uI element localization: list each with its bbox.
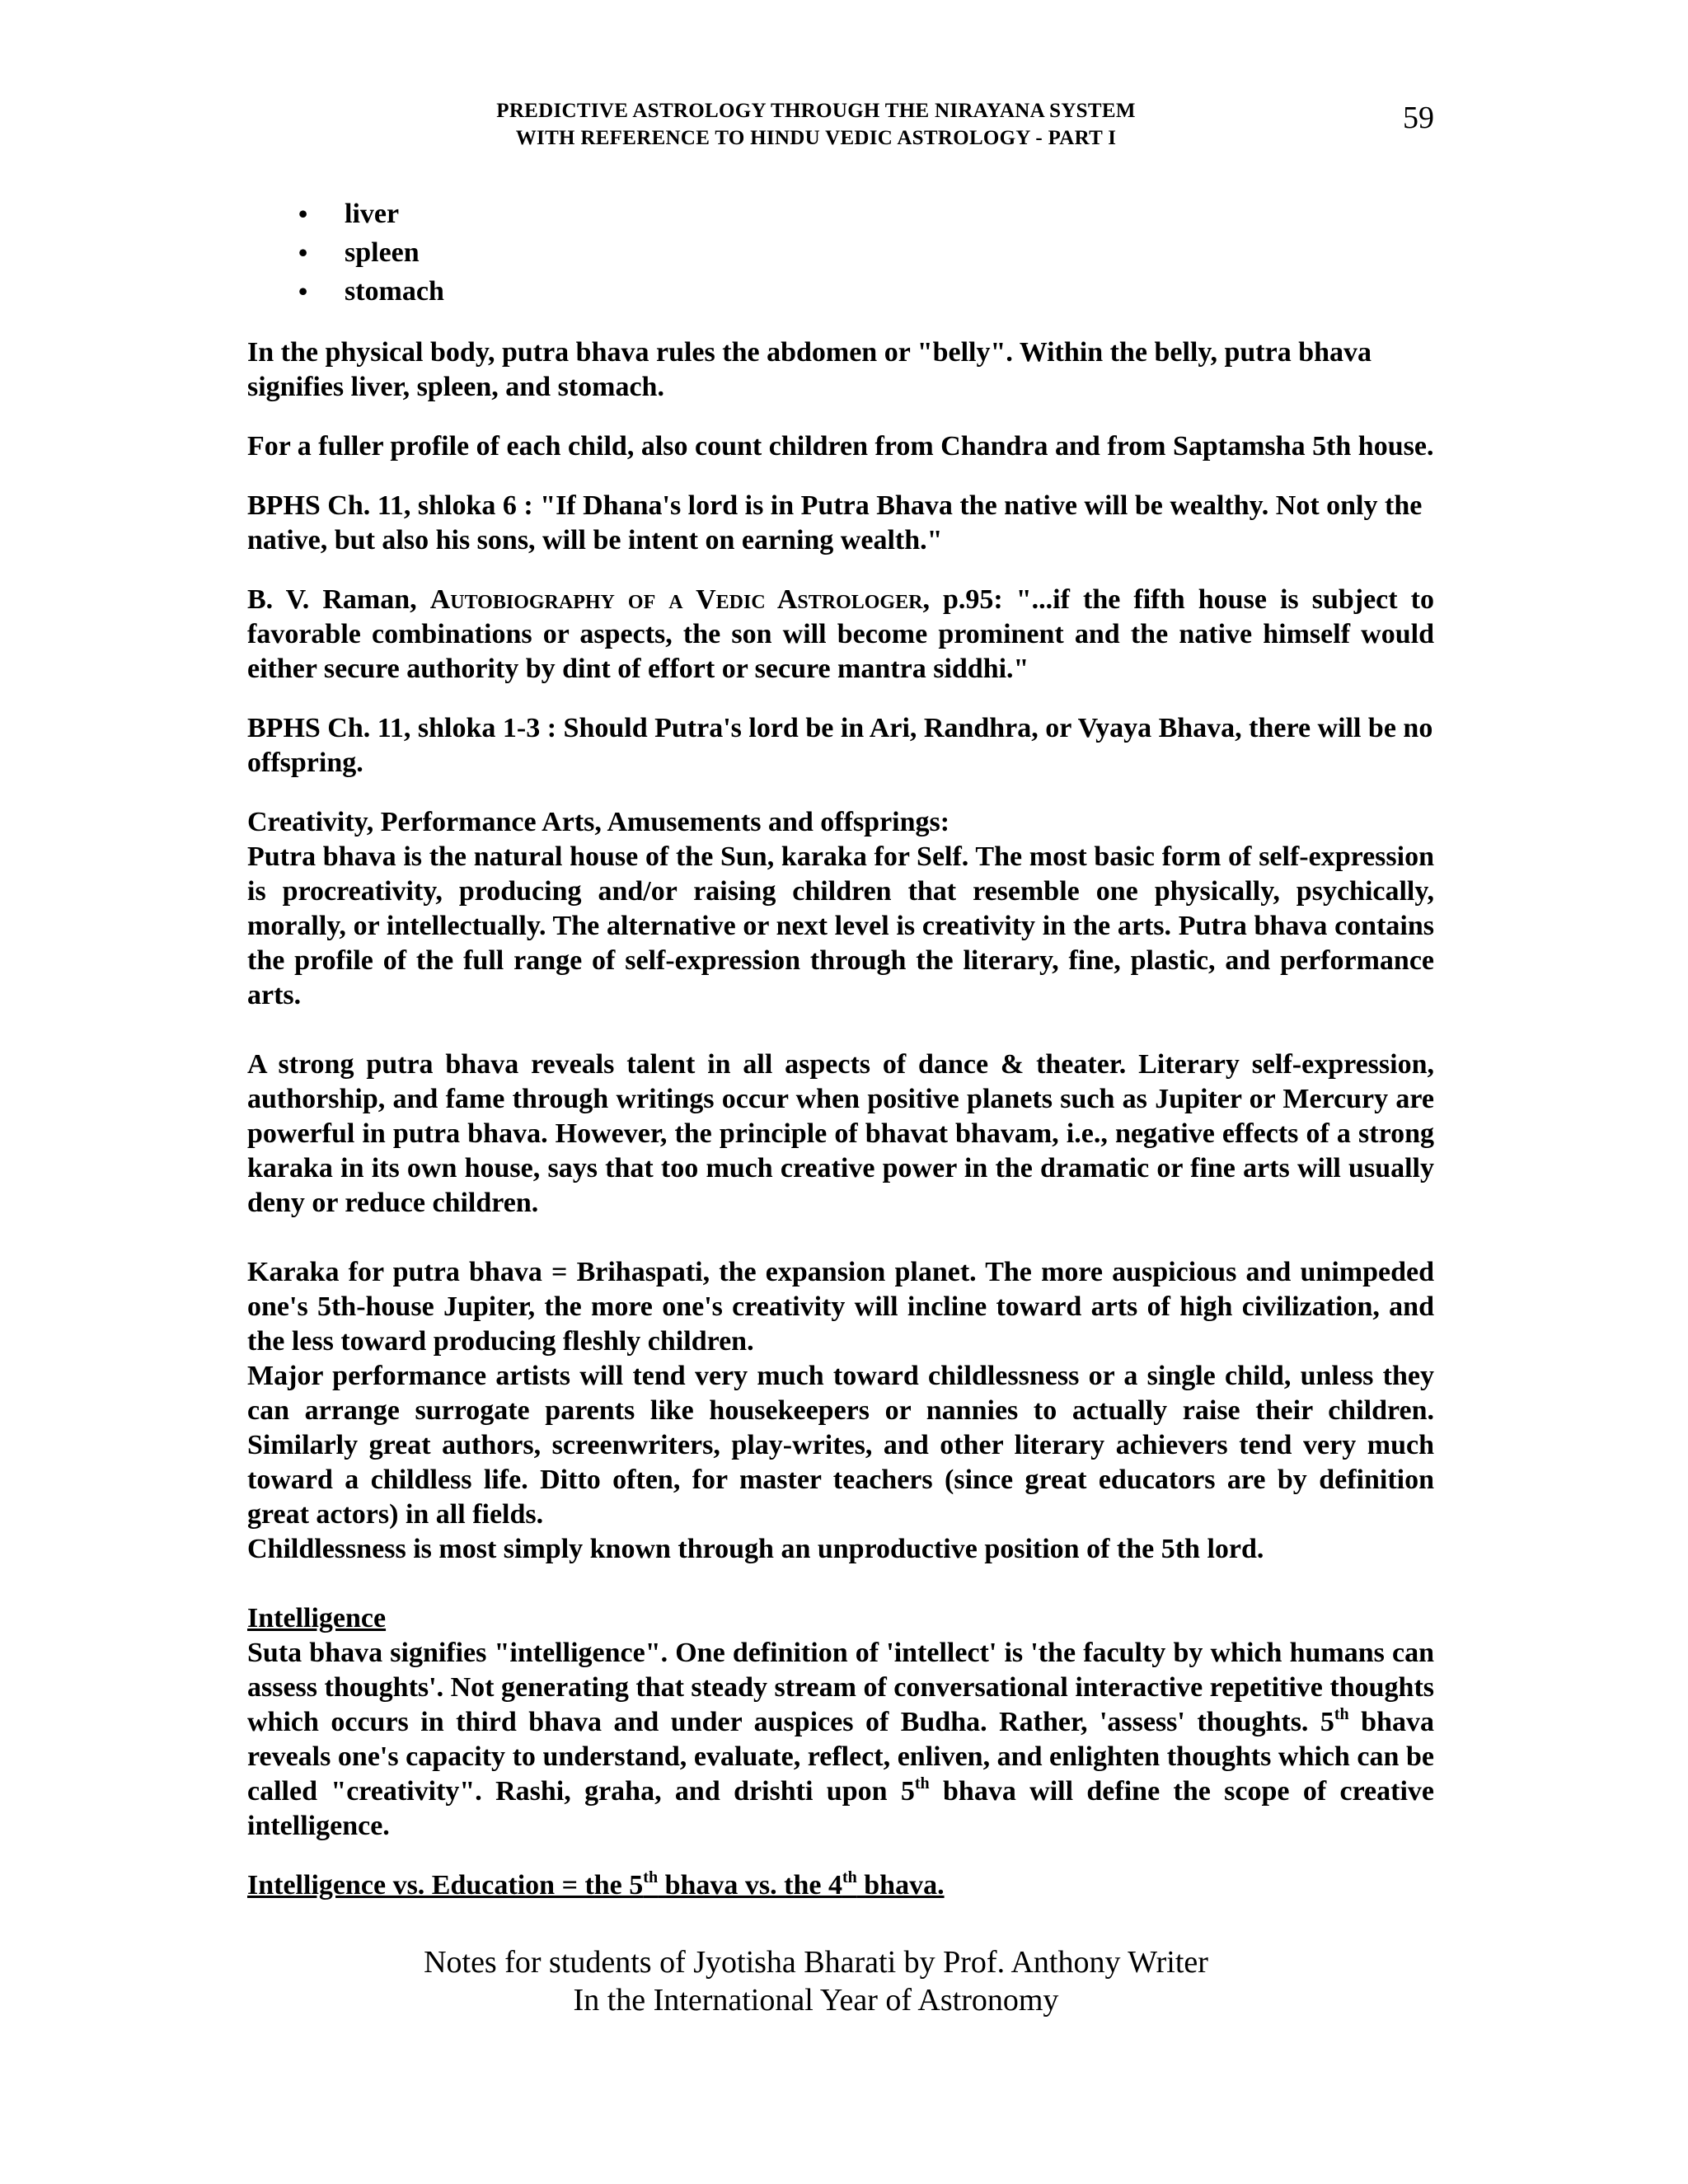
section-heading-intelligence: Intelligence [247, 1603, 387, 1633]
paragraph-performance-artists: Major performance artists will tend very much toward childlessness or a single child, unless they can arrange surrogate parents like housekeepers or nannies to actually raise their children. Similarly great authors, screenwriters, play-writes, and other literary achievers tend very much toward a childless life. Ditto often, for master teachers (since great educators are by definition great actors) in all fields. [247, 1361, 1434, 1530]
ordinal-suffix: th [914, 1774, 930, 1793]
running-header [330, 97, 1302, 152]
paragraph-physical-body: In the physical body, putra bhava rules the abdomen or "belly". Within the belly, putra bhava signifies liver, spleen, and stomach. [247, 337, 1372, 402]
list-item: • liver [298, 194, 1434, 233]
section-heading-creativity: Creativity, Performance Arts, Amusements and offsprings: [247, 807, 950, 837]
paragraph-fuller-profile: For a fuller profile of each child, also count children from Chandra and from Saptamsha 5th house. [247, 431, 1434, 462]
raman-author: B. V. Raman, [247, 584, 430, 615]
paragraph-bphs-shloka-1-3: BPHS Ch. 11, shloka 1-3 : Should Putra's lord be in Ari, Randhra, or Vyaya Bhava, there will be no offspring. [247, 713, 1433, 778]
heading-text-part-2: bhava vs. the 4 [658, 1870, 842, 1900]
raman-book-title: Autobiography of a Vedic Astrologer [429, 584, 923, 615]
footer-line-1: Notes for students of Jyotisha Bharati by Prof. Anthony Writer [424, 1945, 1208, 1980]
raman-quote-text: , p.95: "...if the fifth house is subject to favorable combinations or aspects, the son will become prominent and the native himself would either secure authority by dint of effort or secure mantra siddhi." [247, 584, 1434, 684]
running-header-line-1: PREDICTIVE ASTROLOGY THROUGH THE NIRAYANA SYSTEM [496, 100, 1136, 122]
suta-text-part-3: bhava will define the scope of creative intelligence. [247, 1776, 1434, 1841]
paragraph-childlessness: Childlessness is most simply known through an unproductive position of the 5th lord. [247, 1534, 1264, 1564]
ordinal-suffix: th [1334, 1705, 1349, 1723]
section-heading-intelligence-vs-education [247, 1868, 1434, 1903]
paragraph-bphs-shloka-6: BPHS Ch. 11, shloka 6 : "If Dhana's lord is in Putra Bhava the native will be wealthy. Not only the native, but also his sons, will be intent on earning wealth." [247, 490, 1423, 555]
ordinal-suffix: th [842, 1868, 857, 1886]
list-item: • stomach [298, 272, 1434, 311]
paragraph-raman-quote [247, 583, 1434, 687]
heading-text-part-1: Intelligence vs. Education = the 5 [247, 1870, 644, 1900]
ordinal-suffix: th [643, 1868, 659, 1886]
footer-line-2: In the International Year of Astronomy [573, 1983, 1059, 2018]
list-item: • spleen [298, 233, 1434, 272]
suta-text-part-2: bhava reveals one's capacity to understand, evaluate, reflect, enliven, and enlighten thoughts which can be called "creativity". Rashi, graha, and drishti upon 5 [247, 1707, 1434, 1807]
paragraph-karaka-brihaspati: Karaka for putra bhava = Brihaspati, the expansion planet. The more auspicious and unimpeded one's 5th-house Jupiter, the more one's creativity will incline toward arts of high civilization, and the less toward producing fleshly children. [247, 1257, 1434, 1357]
organ-list [247, 194, 1434, 311]
page-number: 59 [1403, 101, 1434, 135]
paragraph-putra-bhava-sun: Putra bhava is the natural house of the Sun, karaka for Self. The most basic form of self-expression is procreativity, producing and/or raising children that resemble one physically, psychically, morally, or intellectually. The alternative or next level is creativity in the arts. Putra bhava contains the profile of the full range of self-expression through the literary, fine, plastic, and performance arts. [247, 841, 1434, 1010]
running-header-line-2: WITH REFERENCE TO HINDU VEDIC ASTROLOGY - PART I [515, 127, 1117, 149]
paragraph-suta-bhava [247, 1636, 1434, 1844]
page-body [247, 194, 1434, 1903]
paragraph-strong-putra-bhava: A strong putra bhava reveals talent in all aspects of dance & theater. Literary self-expression, authorship, and fame through writings occur when positive planets such as Jupiter or Mercury are powerful in putra bhava. However, the principle of bhavat bhavam, i.e., negative effects of a strong karaka in its own house, says that too much creative power in the dramatic or fine arts will usually deny or reduce children. [247, 1049, 1434, 1218]
page-footer [330, 1943, 1302, 2019]
heading-text-part-3: bhava. [856, 1870, 945, 1900]
suta-text-part-1: Suta bhava signifies "intelligence". One definition of 'intellect' is 'the faculty by which humans can assess thoughts'. Not generating that steady stream of conversational interactive repetitive thoughts which occurs in third bhava and under auspices of Budha. Rather, 'assess' thoughts. 5 [247, 1638, 1434, 1737]
